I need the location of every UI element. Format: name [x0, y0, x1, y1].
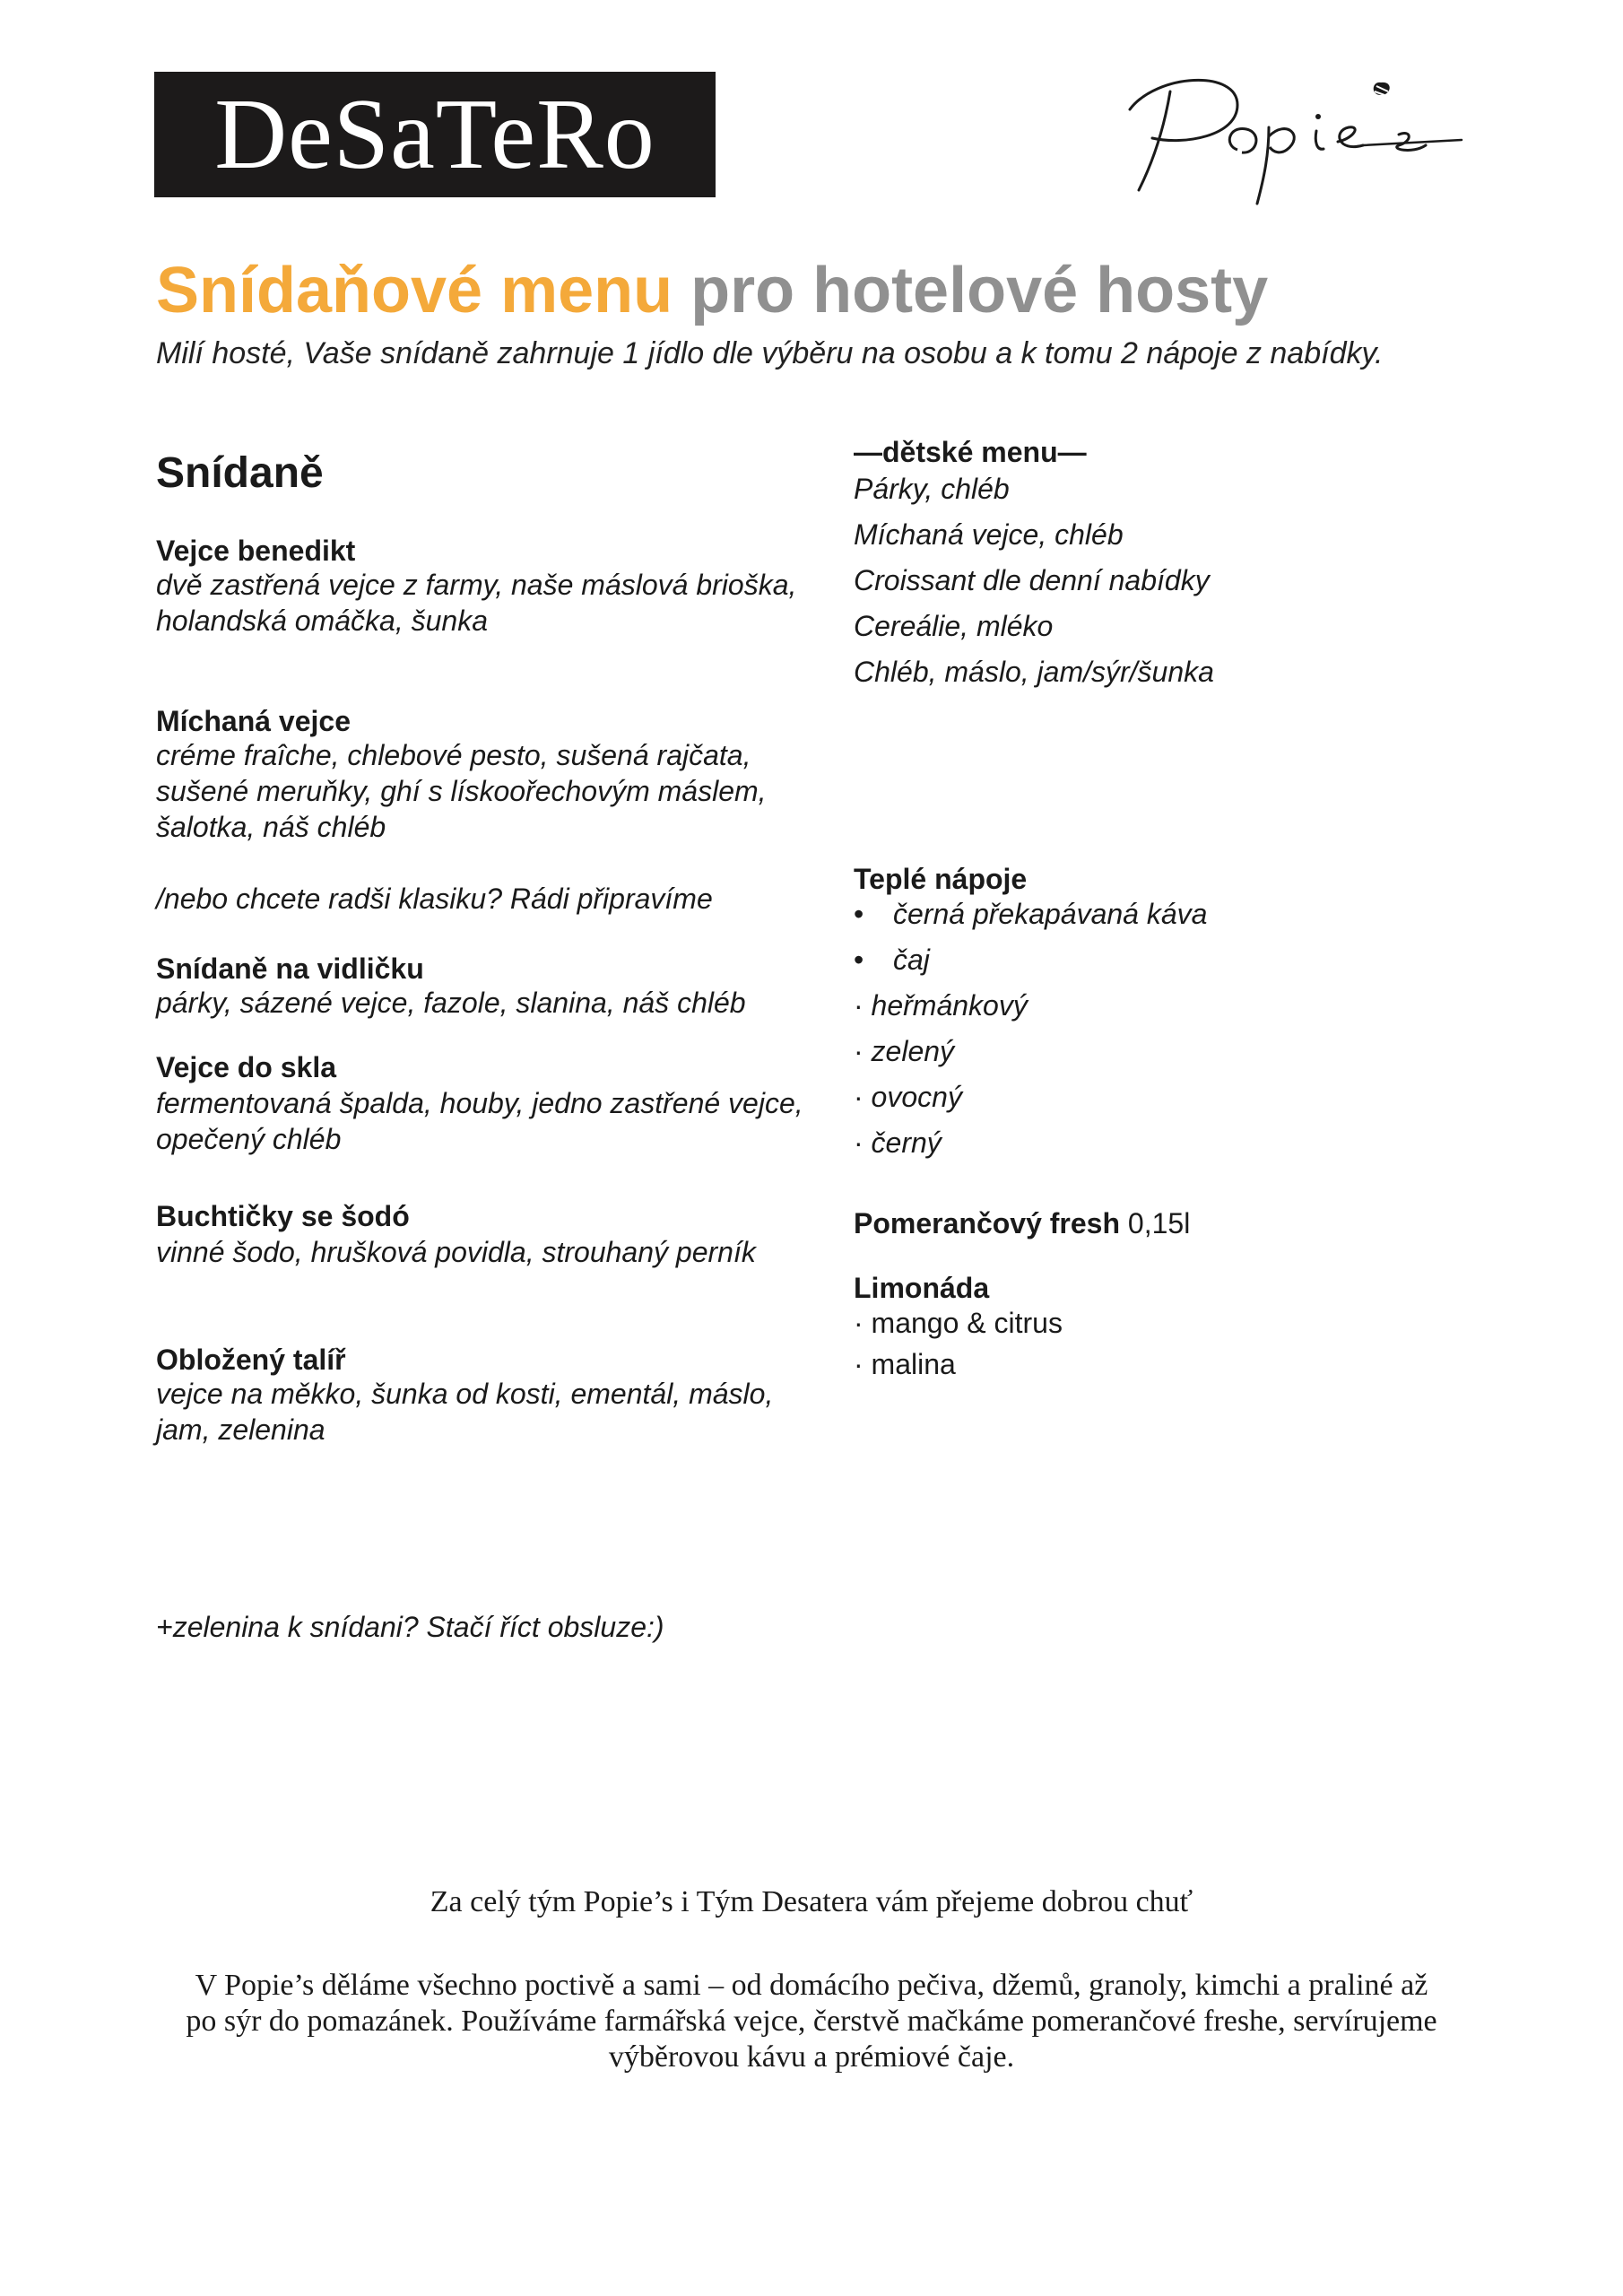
desatero-logo: DeSaTeRo	[154, 72, 716, 197]
menu-item-name: Obložený talíř	[156, 1344, 346, 1376]
menu-item-desc: dvě zastřená vejce z farmy, naše máslová brioška, holandská omáčka, šunka	[156, 569, 797, 637]
title-rest: pro hotelové hosty	[690, 255, 1269, 326]
footer-thanks: Za celý tým Popie’s i Tým Desatera vám přejeme dobrou chuť	[430, 1885, 1193, 1918]
tea-name: zelený	[871, 1035, 955, 1067]
tea-name: ovocný	[871, 1081, 962, 1113]
middle-dot-icon: ·	[854, 1126, 872, 1159]
tea-name: heřmánkový	[871, 989, 1028, 1022]
lemonade-name: mango & citrus	[871, 1307, 1063, 1339]
list-item	[854, 891, 1207, 937]
list-item: Míchaná vejce, chléb	[854, 518, 1124, 551]
kids-menu-list	[854, 466, 1214, 695]
list-item	[854, 983, 1207, 1029]
middle-dot-icon: ·	[854, 1307, 872, 1339]
list-item	[854, 1344, 1063, 1385]
list-item: Párky, chléb	[854, 473, 1010, 505]
hot-drinks-list	[854, 891, 1207, 1166]
intro-text: Milí hosté, Vaše snídaně zahrnuje 1 jídlo dle výběru na osobu a k tomu 2 nápoje z nabídky.	[156, 336, 1384, 370]
list-item	[854, 1120, 1207, 1166]
lemonade-heading: Limonáda	[854, 1272, 990, 1304]
breakfast-heading: Snídaně	[156, 449, 324, 497]
list-item	[854, 1074, 1207, 1120]
drink-name: čaj	[893, 944, 930, 976]
kids-menu-heading: —dětské menu—	[854, 436, 1087, 468]
list-item: Croissant dle denní nabídky	[854, 564, 1210, 596]
menu-item-desc: créme fraîche, chlebové pesto, sušená rajčata, sušené meruňky, ghí s lískoořechovým máslem, šalotka, náš chléb	[156, 739, 767, 843]
menu-item-name: Vejce benedikt	[156, 535, 356, 567]
juice-name: Pomerančový fresh	[854, 1207, 1121, 1239]
menu-item-name: Snídaně na vidličku	[156, 952, 424, 985]
middle-dot-icon: ·	[854, 1348, 872, 1380]
list-item: Cereálie, mléko	[854, 610, 1054, 642]
footer-about: V Popie’s děláme všechno poctivě a sami – od domácího pečiva, džemů, granoly, kimchi a praliné až po sýr do pomazánek. Používáme farmářská vejce, čerstvě mačkáme pomerančové freshe, servírujeme výběrovou kávu a prémiové čaje.	[186, 1969, 1437, 2074]
menu-item-name: Míchaná vejce	[156, 705, 351, 737]
list-item	[854, 1029, 1207, 1074]
drink-name: černá překapávaná káva	[893, 898, 1208, 930]
list-item	[854, 1302, 1063, 1344]
menu-item-desc: párky, sázené vejce, fazole, slanina, náš chléb	[156, 987, 746, 1019]
title-highlight: Snídaňové menu	[156, 255, 673, 326]
vegetable-note: +zelenina k snídani? Stačí říct obsluze:)	[156, 1611, 664, 1643]
bullet-icon: •	[854, 944, 864, 976]
juice-size: 0,15l	[1127, 1207, 1191, 1239]
tea-name: černý	[871, 1126, 942, 1159]
middle-dot-icon: ·	[854, 989, 872, 1022]
bullet-icon: •	[854, 898, 864, 930]
middle-dot-icon: ·	[854, 1081, 872, 1113]
list-item	[854, 937, 1207, 983]
orange-juice	[854, 1207, 1190, 1240]
list-item: Chléb, máslo, jam/sýr/šunka	[854, 656, 1214, 688]
popies-logo	[1103, 56, 1480, 208]
hot-drinks-heading: Teplé nápoje	[854, 863, 1028, 895]
lemonade-name: malina	[871, 1348, 956, 1380]
menu-item-desc: vinné šodo, hrušková povidla, strouhaný perník	[156, 1236, 756, 1268]
menu-item-desc: fermentovaná špalda, houby, jedno zastřené vejce, opečený chléb	[156, 1087, 803, 1155]
classic-note: /nebo chcete radši klasiku? Rádi připravíme	[156, 883, 713, 915]
menu-item-name: Buchtičky se šodó	[156, 1200, 410, 1232]
menu-item-desc: vejce na měkko, šunka od kosti, ementál, máslo, jam, zelenina	[156, 1378, 774, 1446]
menu-item-name: Vejce do skla	[156, 1051, 337, 1083]
middle-dot-icon: ·	[854, 1035, 872, 1067]
lemonade-list	[854, 1302, 1063, 1385]
popies-script-logo-icon	[1103, 56, 1480, 208]
page-title	[156, 255, 1269, 326]
